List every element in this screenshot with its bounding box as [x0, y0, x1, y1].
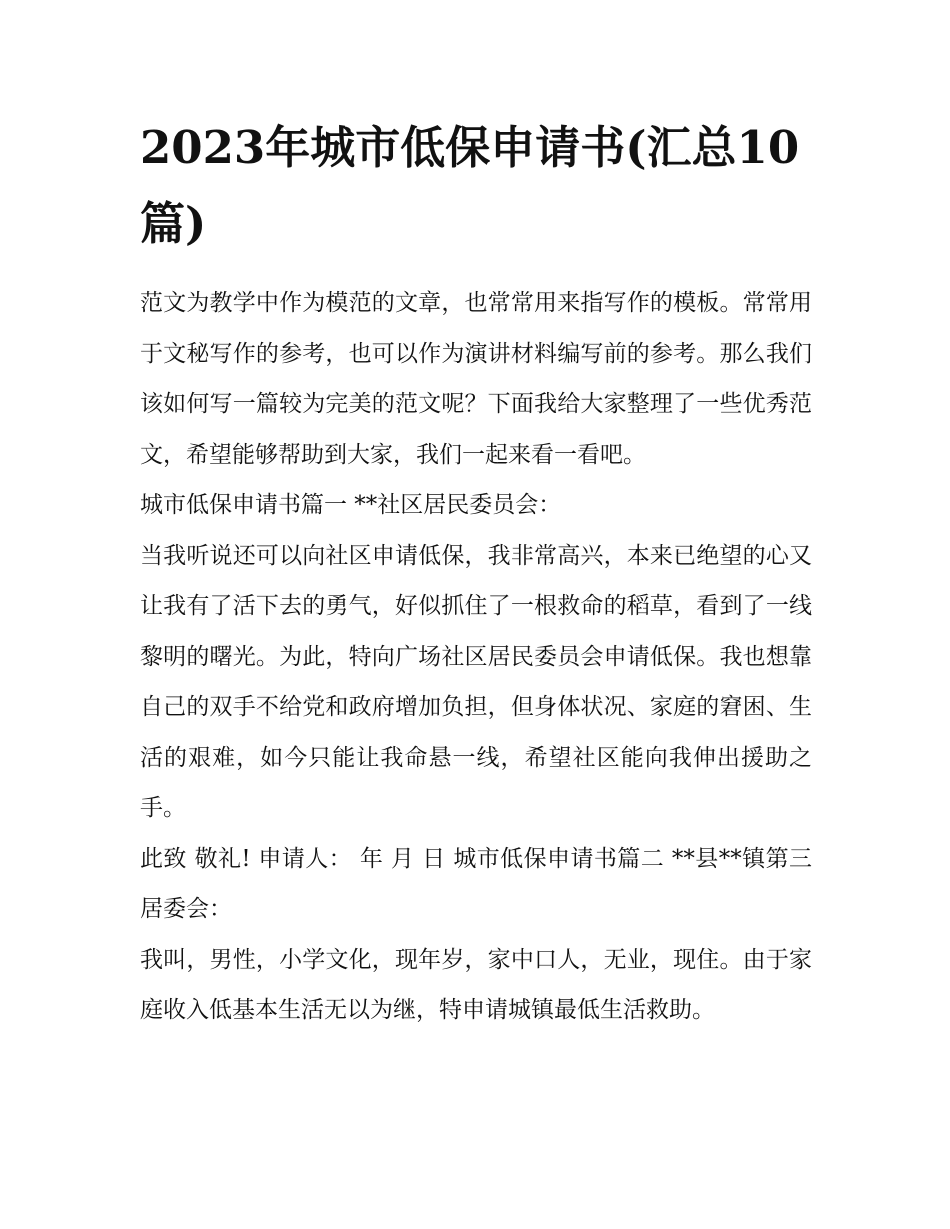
- document-page: [140, 110, 812, 1036]
- intro-paragraph: 范文为教学中作为模范的文章，也常常用来指写作的模板。常常用于文秘写作的参考，也可以作为演讲材料编写前的参考。那么我们该如何写一篇较为完美的范文呢？下面我给大家整理了一些优秀范文，希望能够帮助到大家，我们一起来看一看吧。: [140, 290, 812, 468]
- closing-and-section-heading-2: 此致 敬礼! 申请人： 年 月 日 城市低保申请书篇二 **县**镇第三居委会：: [140, 845, 812, 922]
- body-paragraph-1: 当我听说还可以向社区申请低保，我非常高兴，本来已绝望的心又让我有了活下去的勇气，好似抓住了一根救命的稻草，看到了一线黎明的曙光。为此，特向广场社区居民委员会申请低保。我也想靠自己的双手不给党和政府增加负担，但身体状况、家庭的窘困、生活的艰难，如今只能让我命悬一线，希望社区能向我伸出援助之手。: [140, 542, 812, 821]
- section-heading-1: 城市低保申请书篇一 **社区居民委员会：: [140, 492, 562, 518]
- body-paragraph-2: 我叫，男性，小学文化，现年岁，家中口人，无业，现住。由于家庭收入低基本生活无以为继，特申请城镇最低生活救助。: [140, 946, 812, 1023]
- document-title: 2023年城市低保申请书(汇总10篇): [140, 121, 800, 250]
